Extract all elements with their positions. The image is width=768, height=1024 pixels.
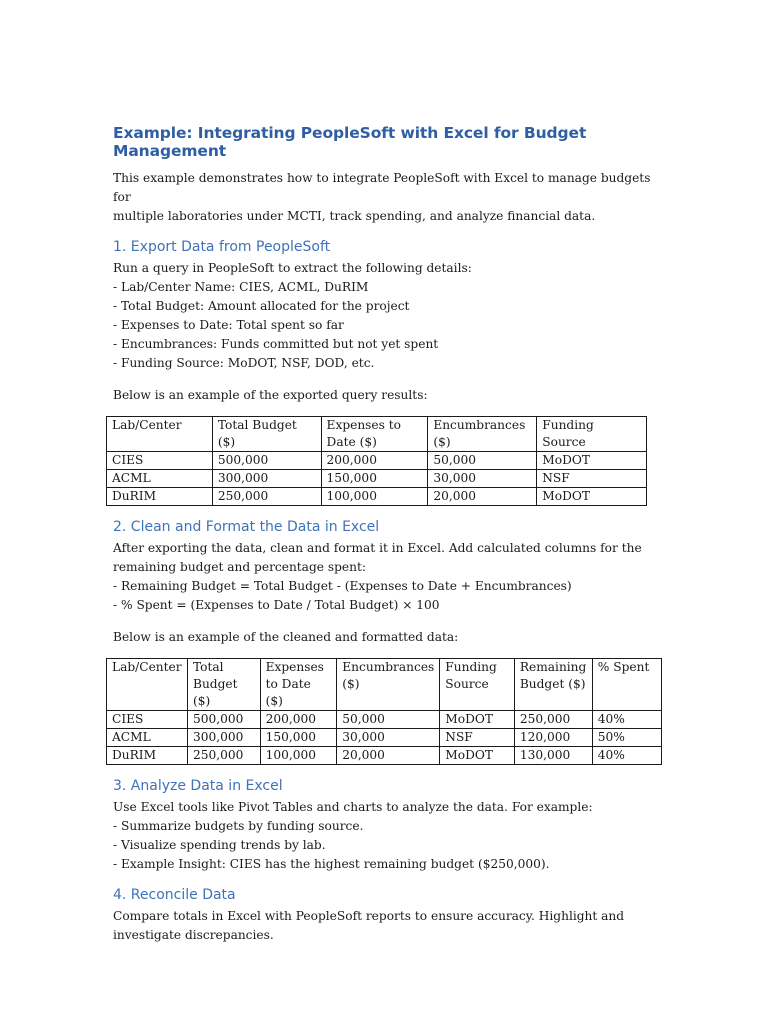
table-cell: 300,000 xyxy=(187,729,260,747)
document-body xyxy=(113,124,653,945)
table-cell: 20,000 xyxy=(428,488,537,506)
column-header: Expenses to Date ($) xyxy=(260,659,337,711)
table-caption: Below is an example of the exported query results: xyxy=(113,388,428,402)
page-title: Example: Integrating PeopleSoft with Excel for Budget Management xyxy=(113,124,587,160)
column-header: Total Budget ($) xyxy=(212,417,321,452)
table-cell: 50% xyxy=(592,729,661,747)
table-cell: 150,000 xyxy=(321,470,428,488)
table-cell: CIES xyxy=(107,452,213,470)
table-cell: 500,000 xyxy=(187,711,260,729)
table-cell: 200,000 xyxy=(321,452,428,470)
text-line: - Lab/Center Name: CIES, ACML, DuRIM xyxy=(113,280,369,294)
text-line: - Remaining Budget = Total Budget - (Expenses to Date + Encumbrances) xyxy=(113,579,572,593)
intro-line: multiple laboratories under MCTI, track spending, and analyze financial data. xyxy=(113,209,596,223)
table-cell: 200,000 xyxy=(260,711,337,729)
intro-line: This example demonstrates how to integrate PeopleSoft with Excel to manage budgets for xyxy=(113,171,651,204)
table-cell: 30,000 xyxy=(337,729,440,747)
text-line: Use Excel tools like Pivot Tables and charts to analyze the data. For example: xyxy=(113,800,593,814)
table-header-row xyxy=(107,417,647,452)
table-cell: 300,000 xyxy=(212,470,321,488)
column-header: Encumbrances ($) xyxy=(337,659,440,711)
text-line: - Visualize spending trends by lab. xyxy=(113,838,326,852)
table-cell: 30,000 xyxy=(428,470,537,488)
table-cell: 130,000 xyxy=(514,747,592,765)
table-row xyxy=(107,488,647,506)
column-header: Total Budget ($) xyxy=(187,659,260,711)
text-line: - Encumbrances: Funds committed but not yet spent xyxy=(113,337,439,351)
table-cell: 250,000 xyxy=(514,711,592,729)
table-cell: MoDOT xyxy=(537,488,647,506)
table-header-row xyxy=(107,659,662,711)
section-reconcile-text xyxy=(113,907,653,945)
table-cell: 40% xyxy=(592,711,661,729)
text-line: - Total Budget: Amount allocated for the project xyxy=(113,299,410,313)
text-line: investigate discrepancies. xyxy=(113,928,274,942)
table-cell: 120,000 xyxy=(514,729,592,747)
table-cell: NSF xyxy=(440,729,515,747)
table-cell: 50,000 xyxy=(337,711,440,729)
table-row xyxy=(107,747,662,765)
table-cell: 100,000 xyxy=(260,747,337,765)
table-cell: DuRIM xyxy=(107,488,213,506)
table-cell: MoDOT xyxy=(440,711,515,729)
table-cell: MoDOT xyxy=(537,452,647,470)
table-cell: ACML xyxy=(107,470,213,488)
table-cell: 40% xyxy=(592,747,661,765)
section-clean-text xyxy=(113,539,653,615)
table-cell: DuRIM xyxy=(107,747,188,765)
section-export-text xyxy=(113,259,653,373)
section-heading-reconcile: 4. Reconcile Data xyxy=(113,887,236,903)
text-line: - Example Insight: CIES has the highest remaining budget ($250,000). xyxy=(113,857,550,871)
column-header: Encumbrances ($) xyxy=(428,417,537,452)
section-heading-analyze: 3. Analyze Data in Excel xyxy=(113,778,283,794)
formatted-table xyxy=(106,658,662,765)
table-cell: CIES xyxy=(107,711,188,729)
table-cell: 150,000 xyxy=(260,729,337,747)
table-cell: 500,000 xyxy=(212,452,321,470)
text-line: Compare totals in Excel with PeopleSoft reports to ensure accuracy. Highlight and xyxy=(113,909,625,923)
table-row xyxy=(107,452,647,470)
column-header: % Spent xyxy=(592,659,661,711)
table-cell: ACML xyxy=(107,729,188,747)
table-row xyxy=(107,470,647,488)
table-cell: MoDOT xyxy=(440,747,515,765)
text-line: - Expenses to Date: Total spent so far xyxy=(113,318,344,332)
column-header: Lab/Center xyxy=(107,417,213,452)
table-cell: 250,000 xyxy=(187,747,260,765)
section-heading-export: 1. Export Data from PeopleSoft xyxy=(113,239,331,255)
text-line: - Summarize budgets by funding source. xyxy=(113,819,364,833)
text-line: remaining budget and percentage spent: xyxy=(113,560,366,574)
text-line: After exporting the data, clean and format it in Excel. Add calculated columns for the xyxy=(113,541,642,555)
table-caption: Below is an example of the cleaned and formatted data: xyxy=(113,630,459,644)
column-header: Remaining Budget ($) xyxy=(514,659,592,711)
intro-paragraph xyxy=(113,169,653,226)
text-line: - Funding Source: MoDOT, NSF, DOD, etc. xyxy=(113,356,375,370)
section-analyze-text xyxy=(113,798,653,874)
column-header: Expenses to Date ($) xyxy=(321,417,428,452)
text-line: Run a query in PeopleSoft to extract the following details: xyxy=(113,261,472,275)
table-cell: 100,000 xyxy=(321,488,428,506)
table-cell: 50,000 xyxy=(428,452,537,470)
table-cell: 250,000 xyxy=(212,488,321,506)
column-header: Funding Source xyxy=(440,659,515,711)
table-row xyxy=(107,711,662,729)
table-cell: 20,000 xyxy=(337,747,440,765)
table-cell: NSF xyxy=(537,470,647,488)
table-row xyxy=(107,729,662,747)
column-header: Lab/Center xyxy=(107,659,188,711)
text-line: - % Spent = (Expenses to Date / Total Budget) × 100 xyxy=(113,598,440,612)
export-table xyxy=(106,416,647,506)
section-heading-clean: 2. Clean and Format the Data in Excel xyxy=(113,519,380,535)
column-header: Funding Source xyxy=(537,417,647,452)
